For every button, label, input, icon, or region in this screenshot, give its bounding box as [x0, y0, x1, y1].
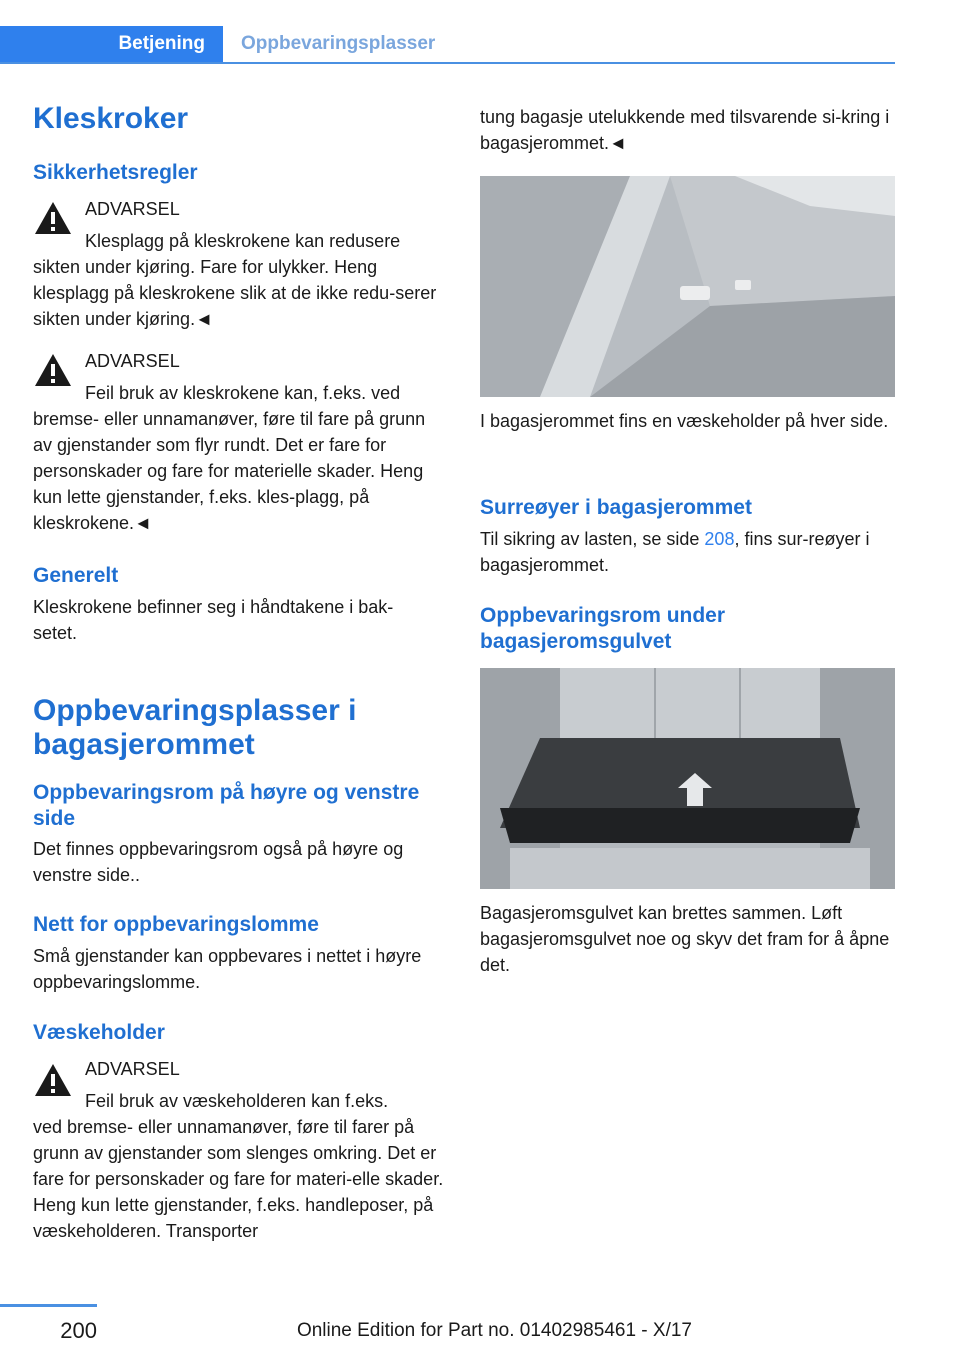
footer-divider	[0, 1304, 97, 1307]
warning-title: ADVARSEL	[85, 351, 180, 371]
heading-vaeskeholder: Væskeholder	[33, 1021, 165, 1044]
heading-kleskroker: Kleskroker	[33, 102, 189, 135]
paragraph-generelt: Kleskrokene befinner seg i håndtakene i bak-setet.	[33, 597, 394, 643]
page-header	[0, 26, 895, 64]
trunk-floor-photo	[480, 668, 895, 889]
heading-hoyre-venstre: Oppbevaringsrom på høyre og venstre side	[33, 781, 420, 830]
page-number: 200	[60, 1318, 97, 1343]
warning-body: bremse- eller unnamanøver, føre til fare på grunn av gjenstander som flyr rundt. Det er fare for personskader og fare for materielle skader. Heng kun lette gjenstander, f.eks. kles-plagg, på kleskrokene.◄	[33, 409, 426, 533]
warning-lead: Klesplagg på kleskrokene kan redusere	[85, 231, 401, 251]
heading-nett: Nett for oppbevaringslomme	[33, 913, 319, 936]
warning-title: ADVARSEL	[85, 199, 180, 219]
heading-generelt: Generelt	[33, 564, 119, 587]
warning-body: ved bremse- eller unnamanøver, føre til farer på grunn av gjenstander som slenges omkring. Det er fare for personskader og fare for materi-elle skader. Heng kun lette gjenstander, f.eks. handleposer, på væskeholderen. Transporter	[33, 1117, 444, 1241]
paragraph-vaeskeholder: I bagasjerommet fins en væskeholder på hver side.	[480, 411, 889, 431]
paragraph-nett: Små gjenstander kan oppbevares i nettet i høyre oppbevaringslomme.	[33, 946, 422, 992]
page-link[interactable]: 208	[704, 529, 735, 549]
paragraph-hoyre-venstre: Det finnes oppbevaringsrom også på høyre og venstre side..	[33, 839, 404, 885]
tab-betjening[interactable]: Betjening	[0, 26, 223, 62]
warning-title: ADVARSEL	[85, 1059, 180, 1079]
heading-sikkerhetsregler: Sikkerhetsregler	[33, 161, 198, 184]
trunk-side-photo	[480, 176, 895, 397]
footer-edition: Online Edition for Part no. 01402985461 - X/17	[296, 1320, 692, 1341]
heading-oppbevaringsplasser: Oppbevaringsplasser i bagasjerommet	[33, 694, 357, 761]
trunk-side-illustration	[480, 176, 895, 397]
heading-surreoyer: Surreøyer i bagasjerommet	[480, 496, 752, 519]
paragraph-gulv: Bagasjeromsgulvet kan brettes sammen. Løft bagasjeromsgulvet noe og skyv det fram for å åpne det.	[480, 903, 890, 975]
warning-lead: Feil bruk av væskeholderen kan f.eks.	[85, 1091, 389, 1111]
warning-lead: Feil bruk av kleskrokene kan, f.eks. ved	[85, 383, 401, 403]
warning-icon	[33, 1062, 73, 1098]
trunk-floor-illustration	[480, 668, 895, 889]
warning-body: sikten under kjøring. Fare for ulykker. Heng klesplagg på kleskrokene slik at de ikke redu-serer sikten under kjøring.◄	[33, 257, 437, 329]
warning-icon	[33, 200, 73, 236]
paragraph-surreoyer: Til sikring av lasten, se side 208, fins sur-reøyer i bagasjerommet.	[480, 529, 870, 575]
tab-oppbevaringsplasser[interactable]: Oppbevaringsplasser	[241, 33, 436, 54]
heading-gulv: Oppbevaringsrom under bagasjeromsgulvet	[480, 604, 726, 653]
paragraph-continued: tung bagasje utelukkende med tilsvarende si-kring i bagasjerommet.◄	[480, 107, 890, 153]
warning-icon	[33, 352, 73, 388]
